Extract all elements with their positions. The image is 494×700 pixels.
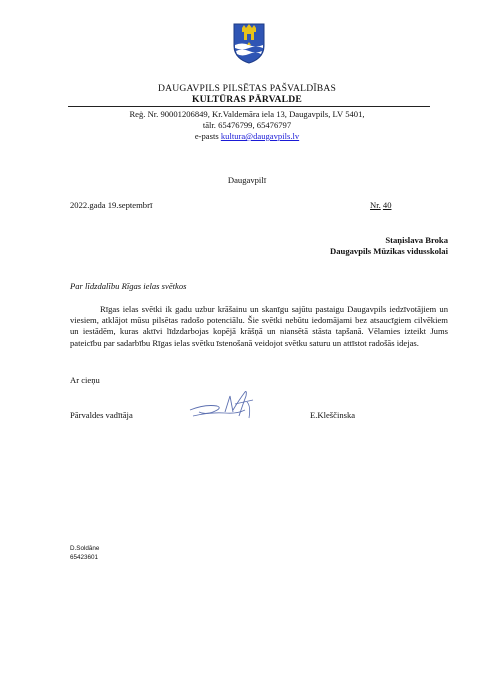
email-prefix: e-pasts <box>194 131 219 141</box>
municipality-name: DAUGAVPILS PILSĒTAS PAŠVALDĪBAS <box>158 83 336 94</box>
signer-title: Pārvaldes vadītāja <box>70 410 133 420</box>
phone-line: tālr. 65476799, 65476797 <box>202 120 292 130</box>
letter-subject: Par līdzdalību Rīgas ielas svētkos <box>70 281 187 291</box>
recipient-name: Staņislava Broka <box>385 235 448 245</box>
letter-body: Rīgas ielas svētki ik gadu uzbur krāšainu un skanīgu sajūtu pastaigu Daugavpils iedzīvotājiem un viesiem, atklājot mūsu pilsētas radošo potenciālu. Šie svētki nebūtu iedomājami bez atsaucīgiem cilvēkiem un iestādēm, kuras aktīvi līdzdarbojas kopējā krāšņā un niansētā stāsta tapšanā. Vēlamies izteikt Jums pateicību par sadarbību Rīgas ielas svētku īstenošanā veidojot svētku saturu un attīstot radošās idejas. <box>70 304 448 348</box>
recipient-organization: Daugavpils Mūzikas vidusskolai <box>330 246 448 256</box>
letter-date: 2022.gada 19.septembrī <box>70 200 153 210</box>
registration-line: Reģ. Nr. 90001206849, Kr.Valdemāra iela 13, Daugavpils, LV 5401, <box>129 109 365 119</box>
number-label: Nr. <box>370 200 381 210</box>
preparer-phone: 65423601 <box>70 554 99 561</box>
email-link[interactable]: kultura@daugavpils.lv <box>220 131 300 141</box>
number-value: 40 <box>382 200 392 210</box>
signer-name: E.Kleščinska <box>310 410 356 420</box>
letter-number <box>370 200 392 210</box>
closing-phrase: Ar cieņu <box>70 375 100 385</box>
department-name: KULTŪRAS PĀRVALDE <box>192 94 302 105</box>
header-divider <box>68 106 430 107</box>
handwritten-signature <box>185 382 265 427</box>
preparer-name: D.Soldāne <box>70 545 100 552</box>
letter-city: Daugavpilī <box>227 175 267 185</box>
email-line <box>0 131 494 142</box>
coat-of-arms-icon <box>232 22 266 64</box>
